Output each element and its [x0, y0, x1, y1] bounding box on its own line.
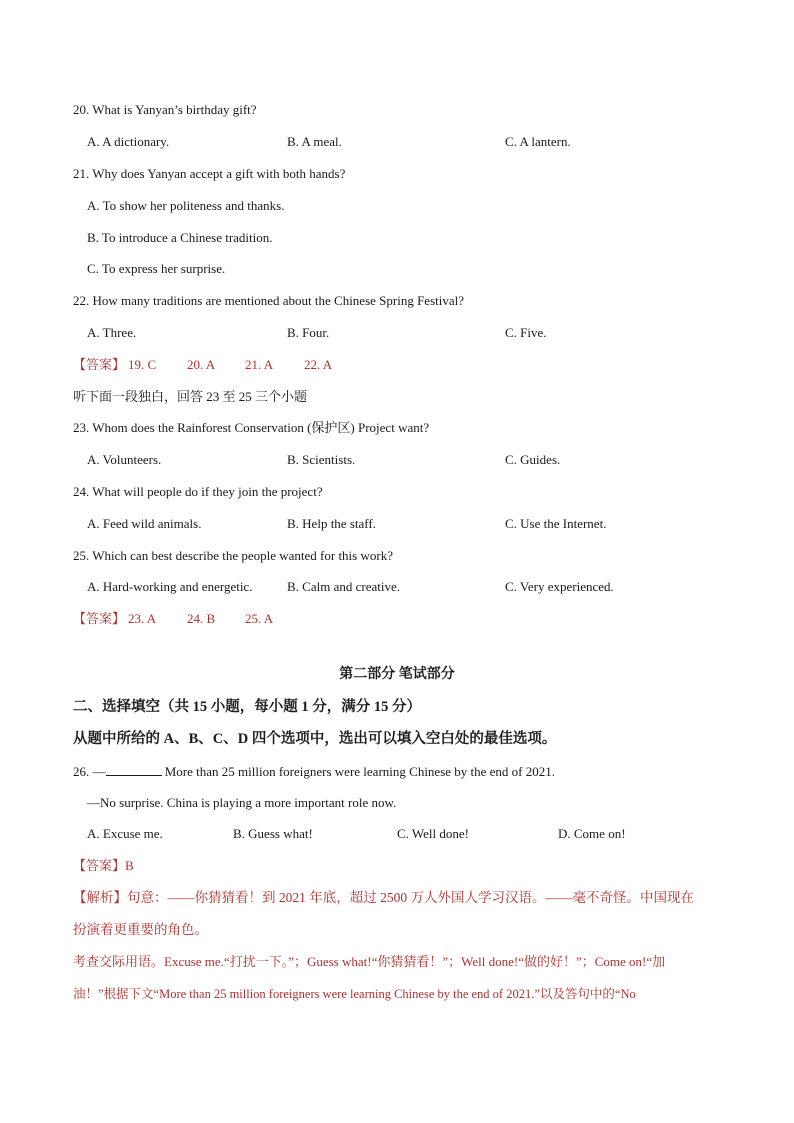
- question-22-option-c: C. Five.: [505, 325, 547, 340]
- question-20-option-a: A. A dictionary.: [87, 134, 170, 149]
- analysis-line-4: 油！”根据下文“More than 25 million foreigners were learning Chinese by the end of 2021.”以及答句中的“No: [73, 987, 636, 1001]
- question-22-option-a: A. Three.: [87, 325, 137, 340]
- question-23-option-c: C. Guides.: [505, 452, 561, 467]
- question-26-reply: —No surprise. China is playing a more important role now.: [87, 795, 397, 810]
- question-24-option-c: C. Use the Internet.: [505, 516, 607, 531]
- analysis-line-1: 【解析】句意：——你猜猜看！到 2021 年底，超过 2500 万人外国人学习汉语。——毫不奇怪。中国现在: [73, 890, 694, 905]
- question-25-option-c: C. Very experienced.: [505, 579, 614, 594]
- answer-23: 23. A: [128, 611, 157, 626]
- answer-blank: [106, 762, 162, 776]
- question-22-option-b: B. Four.: [287, 325, 330, 340]
- question-24-option-b: B. Help the staff.: [287, 516, 376, 531]
- answer-label: 【答案】: [73, 858, 126, 873]
- question-26-option-d: D. Come on!: [558, 826, 626, 841]
- answer-20: 20. A: [187, 357, 216, 372]
- question-21-option-a: A. To show her politeness and thanks.: [87, 198, 285, 213]
- question-20-option-c: C. A lantern.: [505, 134, 571, 149]
- analysis-line-2: 扮演着更重要的角色。: [73, 922, 208, 937]
- question-21-stem: 21. Why does Yanyan accept a gift with both hands?: [73, 166, 346, 181]
- answer-label: 【答案】: [73, 611, 126, 626]
- question-21-option-c: C. To express her surprise.: [87, 261, 226, 276]
- question-25-stem: 25. Which can best describe the people wanted for this work?: [73, 548, 393, 563]
- question-25-option-a: A. Hard-working and energetic.: [87, 579, 253, 594]
- question-25-option-b: B. Calm and creative.: [287, 579, 400, 594]
- answer-label: 【答案】: [73, 357, 126, 372]
- answer-26: [73, 857, 134, 875]
- question-21-option-b: B. To introduce a Chinese tradition.: [87, 230, 273, 245]
- answer-21: 21. A: [245, 357, 274, 372]
- answer-22: 22. A: [304, 357, 333, 372]
- listening-instruction: 听下面一段独白，回答 23 至 25 三个小题: [73, 389, 308, 404]
- question-24-option-a: A. Feed wild animals.: [87, 516, 202, 531]
- question-20-option-b: B. A meal.: [287, 134, 342, 149]
- question-26-option-b: B. Guess what!: [233, 826, 313, 841]
- answer-19: 19. C: [128, 357, 157, 372]
- section-instruction: 从题中所给的 A、B、C、D 四个选项中，选出可以填入空白处的最佳选项。: [73, 731, 557, 747]
- answer-24: 24. B: [187, 611, 216, 626]
- question-23-option-a: A. Volunteers.: [87, 452, 162, 467]
- question-24-stem: 24. What will people do if they join the project?: [73, 484, 323, 499]
- part-two-title: 第二部分 笔试部分: [339, 667, 455, 682]
- question-26-number: 26. —: [73, 764, 106, 779]
- question-26-option-c: C. Well done!: [397, 826, 470, 841]
- question-26-stem: [73, 762, 555, 781]
- question-26-text: More than 25 million foreigners were learning Chinese by the end of 2021.: [161, 764, 556, 779]
- analysis-line-3: 考查交际用语。Excuse me.“打扰一下。”；Guess what!“你猜猜看！”；Well done!“做的好！”；Come on!“加: [73, 954, 666, 969]
- answer-value: B: [125, 858, 134, 873]
- question-26-option-a: A. Excuse me.: [87, 826, 163, 841]
- question-23-stem: 23. Whom does the Rainforest Conservation (保护区) Project want?: [73, 420, 430, 435]
- section-title: 二、选择填空（共 15 小题，每小题 1 分，满分 15 分）: [73, 699, 421, 715]
- question-20-stem: 20. What is Yanyan’s birthday gift?: [73, 102, 257, 117]
- question-22-stem: 22. How many traditions are mentioned about the Chinese Spring Festival?: [73, 293, 465, 308]
- answer-25: 25. A: [245, 611, 274, 626]
- question-23-option-b: B. Scientists.: [287, 452, 356, 467]
